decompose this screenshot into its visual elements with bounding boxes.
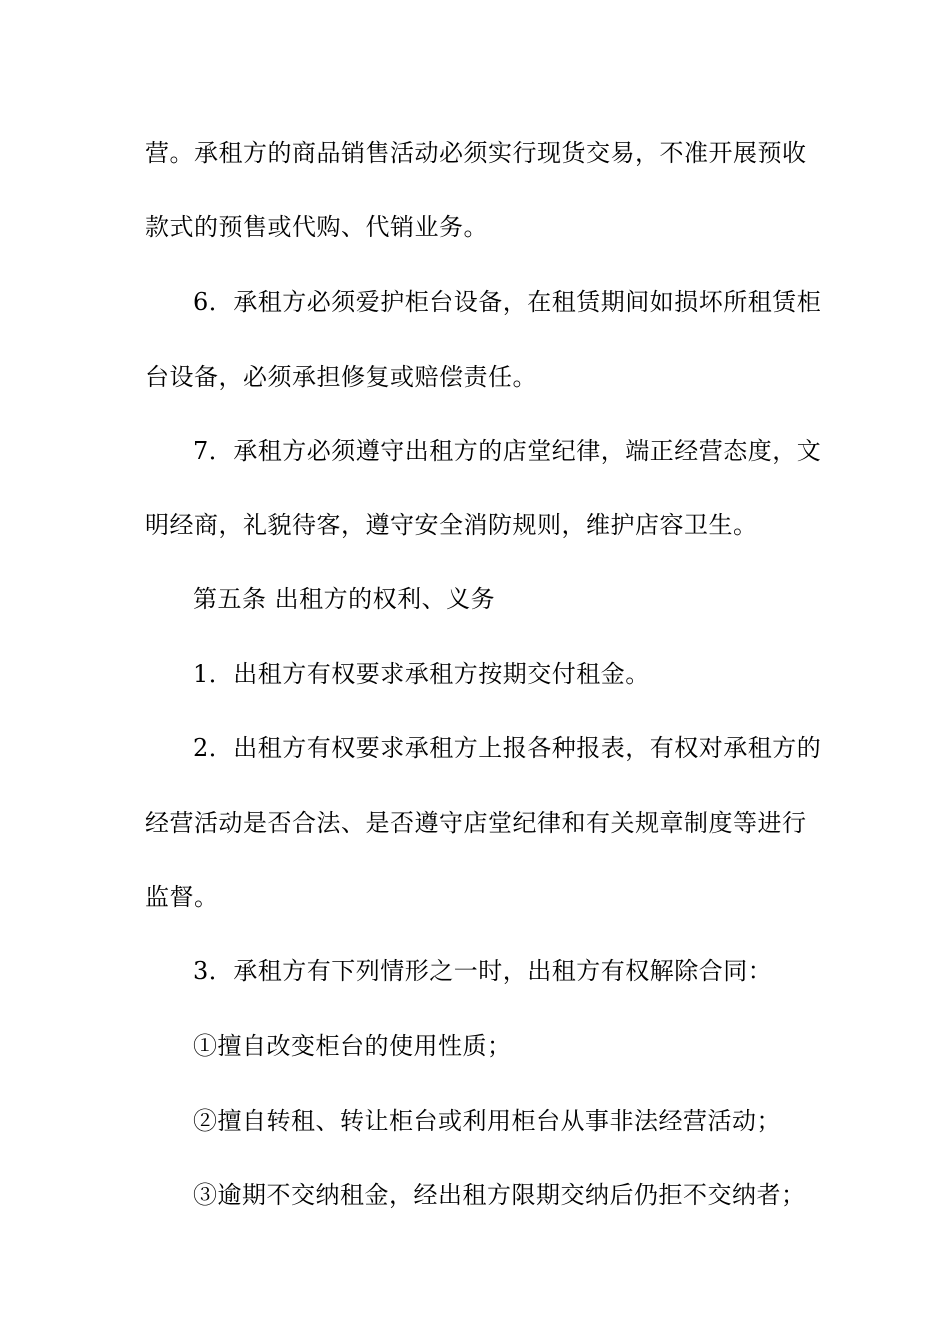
list-item-3: ③逾期不交纳租金，经出租方限期交纳后仍拒不交纳者；	[193, 1181, 806, 1209]
list-item-1: ①擅自改变柜台的使用性质；	[193, 1032, 512, 1060]
clause-2-line-3: 监督。	[145, 883, 219, 911]
text-line: 款式的预售或代购、代销业务。	[145, 213, 488, 241]
paragraph-7-line-1: 7．承租方必须遵守出租方的店堂纪律，端正经营态度，文	[193, 437, 822, 465]
paragraph-7-line-2: 明经商，礼貌待客，遵守安全消防规则，维护店容卫生。	[145, 511, 758, 539]
paragraph-6-line-1: 6．承租方必须爱护柜台设备，在租赁期间如损坏所租赁柜	[193, 288, 822, 316]
clause-1: 1．出租方有权要求承租方按期交付租金。	[193, 660, 650, 688]
section-heading: 第五条 出租方的权利、义务	[193, 585, 496, 613]
clause-3: 3．承租方有下列情形之一时，出租方有权解除合同：	[193, 957, 773, 985]
clause-2-line-1: 2．出租方有权要求承租方上报各种报表，有权对承租方的	[193, 734, 822, 762]
clause-2-line-2: 经营活动是否合法、是否遵守店堂纪律和有关规章制度等进行	[145, 809, 807, 837]
list-item-2: ②擅自转租、转让柜台或利用柜台从事非法经营活动；	[193, 1107, 781, 1135]
text-line: 营。承租方的商品销售活动必须实行现货交易，不准开展预收	[145, 139, 807, 167]
paragraph-6-line-2: 台设备，必须承担修复或赔偿责任。	[145, 363, 537, 391]
